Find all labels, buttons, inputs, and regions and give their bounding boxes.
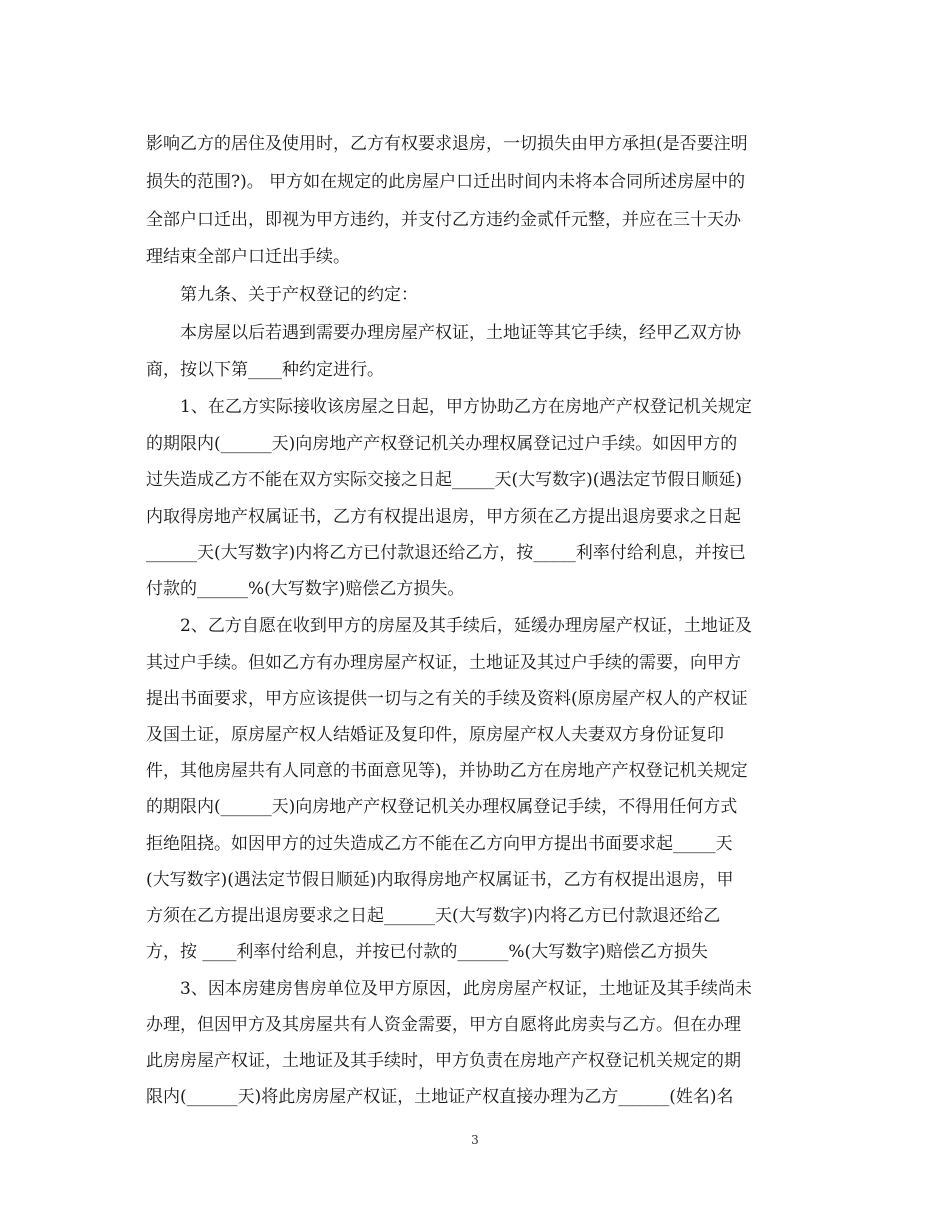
body-line: 的期限内(______天)向房地产产权登记机关办理权属登记过户手续。如因甲方的 — [146, 434, 738, 454]
body-line: 件，其他房屋共有人同意的书面意见等)，并协助乙方在房地产产权登记机关规定 — [146, 761, 748, 781]
body-line: 拒绝阻挠。如因甲方的过失造成乙方不能在乙方向甲方提出书面要求起_____天 — [146, 834, 733, 854]
article-heading: 第九条、关于产权登记的约定： — [180, 285, 418, 305]
body-line: 方，按 ____利率付给利息，并按已付款的______%(大写数字)赔偿乙方损失 — [146, 942, 708, 962]
body-line: 付款的______%(大写数字)赔偿乙方损失。 — [146, 579, 465, 599]
body-line: 3、因本房建房售房单位及甲方原因，此房房屋产权证，土地证及其手续尚未 — [180, 979, 752, 999]
body-line: 理结束全部户口迁出手续。 — [146, 247, 350, 267]
body-line: 过失造成乙方不能在双方实际交接之日起_____天(大写数字)(遇法定节假日顺延) — [146, 470, 743, 490]
body-line: 2、乙方自愿在收到甲方的房屋及其手续后，延缓办理房屋产权证，土地证及 — [180, 616, 752, 636]
body-line: 办理，但因甲方及其房屋共有人资金需要，甲方自愿将此房卖与乙方。但在办理 — [146, 1015, 741, 1035]
body-line: 限内(______天)将此房房屋产权证，土地证产权直接办理为乙方______(姓名)名 — [146, 1087, 734, 1107]
body-line: 商，按以下第____种约定进行。 — [146, 360, 384, 380]
body-line: 损失的范围?)。 甲方如在规定的此房屋户口迁出时间内未将本合同所述房屋中的 — [146, 172, 746, 192]
body-line: 影响乙方的居住及使用时，乙方有权要求退房，一切损失由甲方承担(是否要注明 — [146, 134, 748, 154]
page-number: 3 — [471, 1133, 479, 1147]
body-line: 的期限内(______天)向房地产产权登记机关办理权属登记手续，不得用任何方式 — [146, 797, 738, 817]
body-line: 全部户口迁出，即视为甲方违约，并支付乙方违约金贰仟元整，并应在三十天办 — [146, 210, 741, 230]
body-line: (大写数字)(遇法定节假日顺延)内取得房地产权属证书，乙方有权提出退房，甲 — [146, 870, 734, 890]
body-line: 其过户手续。但如乙方有办理房屋产权证，土地证及其过户手续的需要，向甲方 — [146, 653, 741, 673]
body-line: 1、在乙方实际接收该房屋之日起，甲方协助乙方在房地产产权登记机关规定 — [180, 397, 752, 417]
body-line: 此房房屋产权证，土地证及其手续时，甲方负责在房地产产权登记机关规定的期 — [146, 1051, 741, 1071]
body-line: 提出书面要求，甲方应该提供一切与之有关的手续及资料(原房屋产权人的产权证 — [146, 689, 748, 709]
body-line: 内取得房地产权属证书，乙方有权提出退房，甲方须在乙方提出退房要求之日起 — [146, 507, 741, 527]
body-line: 方须在乙方提出退房要求之日起______天(大写数字)内将乙方已付款退还给乙 — [146, 906, 721, 926]
body-line: 及国土证，原房屋产权人结婚证及复印件，原房屋产权人夫妻双方身份证复印 — [146, 725, 724, 745]
body-line: ______天(大写数字)内将乙方已付款退还给乙方，按_____利率付给利息，并按已 — [146, 543, 746, 563]
body-line: 本房屋以后若遇到需要办理房屋产权证，土地证等其它手续，经甲乙双方协 — [180, 323, 741, 343]
